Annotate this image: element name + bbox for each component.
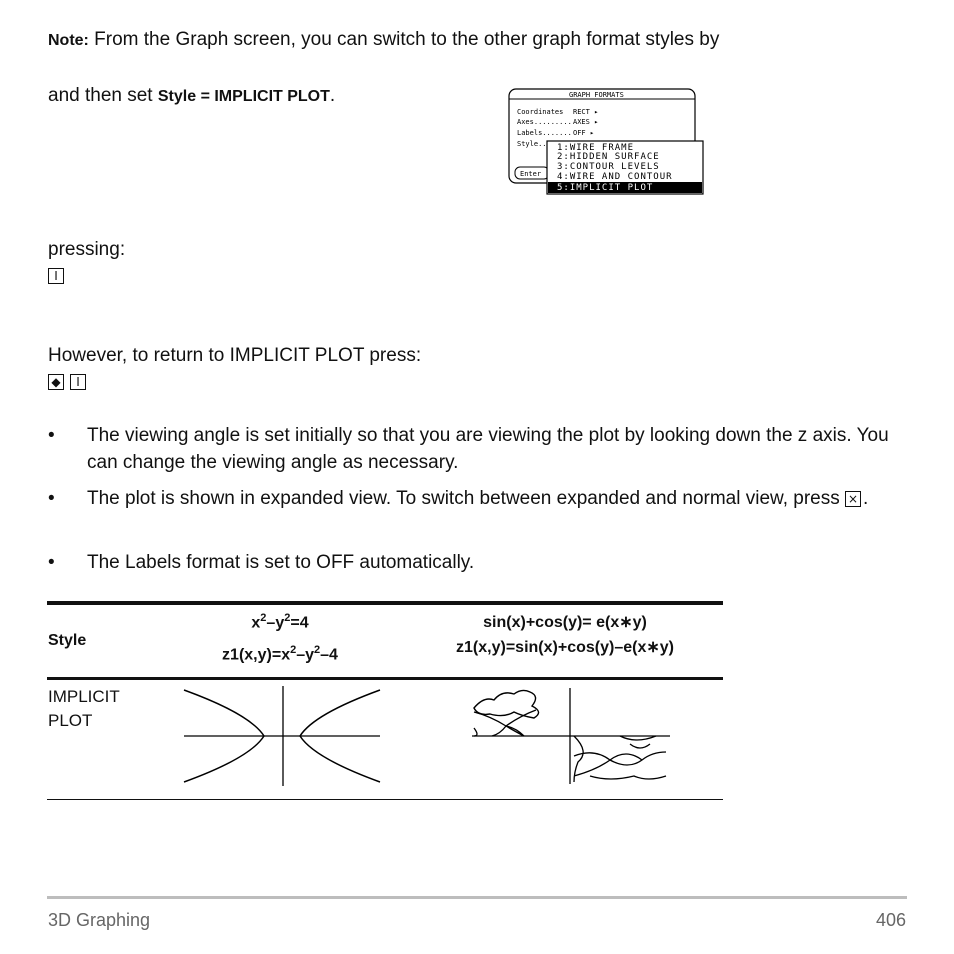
calc-enter-label: Enter xyxy=(520,170,542,178)
table-header-col3-line1: sin(x)+cos(y)= e(x∗y) xyxy=(483,614,647,631)
footer-section: 3D Graphing xyxy=(48,910,151,930)
pressing-label: pressing: xyxy=(48,239,126,260)
note-line2-suffix: . xyxy=(329,85,336,106)
row-label-line: IMPLICIT xyxy=(48,687,120,706)
note-text: From the Graph screen, you can switch to the other graph format styles by xyxy=(94,29,720,50)
table-header-style: Style xyxy=(48,632,87,649)
key-diamond: ◆ xyxy=(48,374,64,390)
bullet-item xyxy=(87,485,907,512)
table-header-col2-line2 xyxy=(175,644,385,664)
bullet-text: The plot is shown in expanded view. To switch between expanded and normal view, press xyxy=(87,488,845,509)
note-line2-prefix: and then set xyxy=(48,85,158,106)
calc-row-value: RECT ▸ xyxy=(573,108,599,116)
calc-row-value: OFF ▸ xyxy=(573,129,595,137)
calc-menu-item: 4:WIRE AND CONTOUR xyxy=(557,172,673,182)
col2-text: z1(x,y)=x xyxy=(222,646,291,664)
calc-row-label: Style.. xyxy=(517,140,547,148)
col2-text: –y xyxy=(296,646,315,664)
bullet-text: . xyxy=(863,488,869,509)
table-row-label xyxy=(48,685,120,733)
key-i: I xyxy=(70,374,86,390)
table-header-col2-line1 xyxy=(175,612,385,632)
col2-sup: 2 xyxy=(290,644,297,656)
calc-menu-item: 2:HIDDEN SURFACE xyxy=(557,152,660,162)
bullet-item: The Labels format is set to OFF automatically. xyxy=(87,552,475,573)
pressing-keys xyxy=(48,267,70,285)
calc-title: GRAPH FORMATS xyxy=(569,91,624,99)
col2-text: –y xyxy=(266,614,285,632)
note-label: Note: xyxy=(48,32,89,49)
graph-formats-screenshot xyxy=(507,87,707,197)
calc-row-label: Labels....... xyxy=(517,129,572,137)
style-setting: Style = IMPLICIT PLOT xyxy=(157,88,330,105)
bullet-item: The viewing angle is set initially so that you are viewing the plot by looking down the z axis. You can change the viewing angle as necessary. xyxy=(87,425,889,473)
table-header-col3-line2: z1(x,y)=sin(x)+cos(y)–e(x∗y) xyxy=(456,639,674,656)
table-top-rule xyxy=(47,601,723,605)
bullet-symbol: • xyxy=(48,425,55,446)
note-line-2 xyxy=(48,82,335,110)
key-times: × xyxy=(845,491,861,507)
col2-sup: 2 xyxy=(260,612,267,624)
calc-menu-item-selected: 5:IMPLICIT PLOT xyxy=(557,183,654,193)
col2-text: =4 xyxy=(290,614,309,632)
calc-menu-item: 3:CONTOUR LEVELS xyxy=(557,162,660,172)
table-bottom-rule xyxy=(47,799,723,800)
bullet-symbol: • xyxy=(48,488,55,509)
footer-rule xyxy=(47,896,907,899)
however-text: However, to return to IMPLICIT PLOT press: xyxy=(48,345,422,366)
col2-text: x xyxy=(251,614,261,632)
page-number: 406 xyxy=(875,910,906,930)
col2-sup: 2 xyxy=(284,612,291,624)
col2-sup: 2 xyxy=(314,644,321,656)
table-header-rule xyxy=(47,677,723,680)
note-line-1 xyxy=(48,26,908,54)
key-i: I xyxy=(48,268,64,284)
calc-row-label: Coordinates xyxy=(517,108,564,116)
calc-row-value: AXES ▸ xyxy=(573,118,599,126)
calc-menu-item: 1:WIRE FRAME xyxy=(557,143,635,153)
sincos-plot xyxy=(470,686,674,786)
bullet-symbol: • xyxy=(48,552,55,573)
hyperbola-plot xyxy=(180,686,386,786)
calc-row-label: Axes......... xyxy=(517,118,572,126)
col2-text: –4 xyxy=(320,646,338,664)
return-keys xyxy=(48,373,92,391)
row-label-line: PLOT xyxy=(48,711,93,730)
